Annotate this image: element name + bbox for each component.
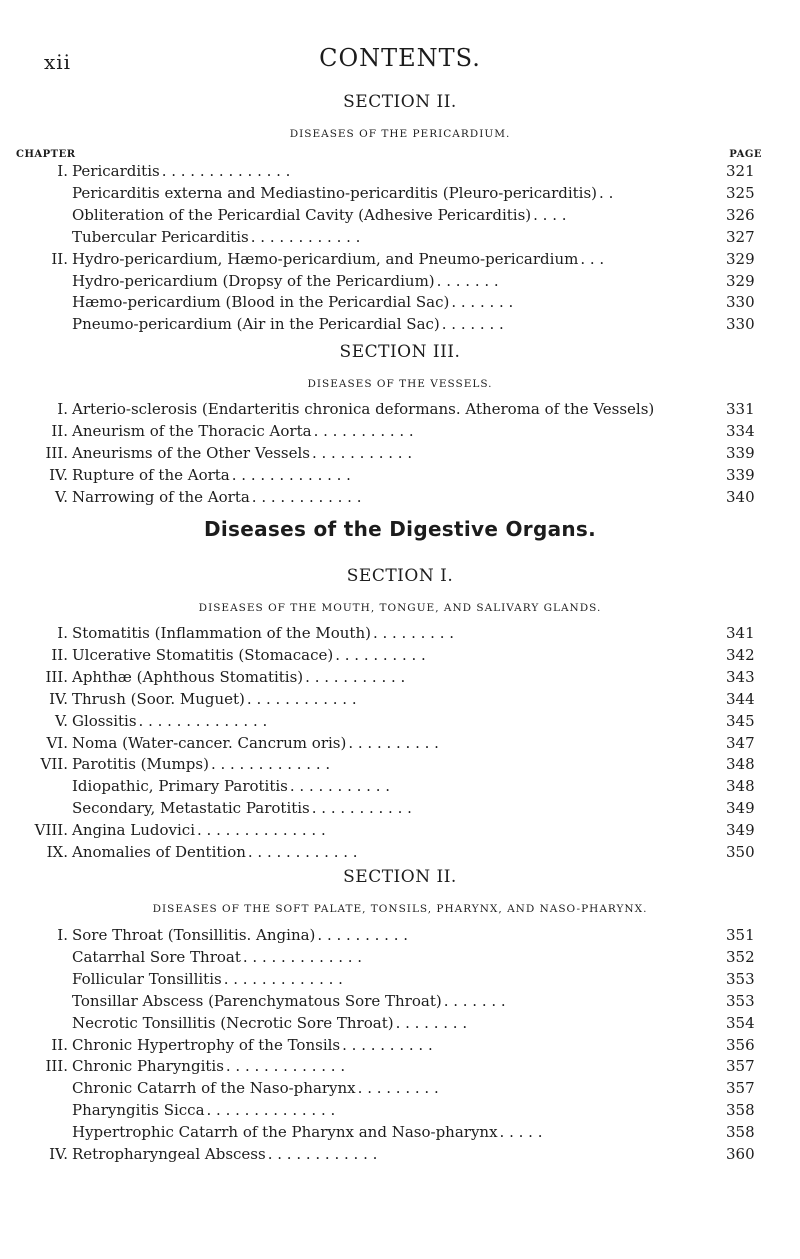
leader-dots: . . . . (533, 205, 567, 224)
chapter-number: IX. (46, 843, 68, 861)
section-subtitle: DISEASES OF THE PERICARDIUM. (289, 128, 511, 140)
entry-title: Secondary, Metastatic Parotitis (72, 799, 310, 818)
entry-title: Tubercular Pericarditis (72, 227, 249, 246)
section-title: SECTION II. (343, 867, 457, 887)
leader-dots: . . . . . . . . . (372, 624, 455, 642)
toc-entry (0, 797, 800, 819)
chapter-number: I. (57, 624, 68, 642)
toc-entry (0, 622, 800, 644)
leader-dots: . . . . . . . . . . . (305, 667, 406, 686)
toc-entry (0, 313, 800, 335)
running-head: CONTENTS. (319, 44, 481, 72)
leader-dots: . . . . . . . . . . . . . (242, 947, 363, 966)
chapter-number: II. (51, 645, 68, 664)
page-ref: 350 (726, 843, 755, 861)
toc-entry (0, 924, 800, 946)
toc-entry (0, 182, 800, 204)
page-ref: 330 (726, 315, 755, 334)
leader-dots: . . . . . . . . . . . (289, 777, 391, 796)
page-ref: 352 (726, 947, 755, 966)
leader-dots: . . . . . . . . (395, 1013, 468, 1032)
toc-entry (0, 420, 800, 442)
toc-entry (0, 1143, 800, 1165)
entry-title: Narrowing of the Aorta (72, 487, 250, 506)
toc-entry (0, 710, 800, 732)
leader-dots: . . . . . . . (443, 991, 506, 1010)
entry-title: Pneumo-pericardium (Air in the Pericardial Sac) (72, 315, 440, 334)
page-ref: 356 (726, 1035, 755, 1054)
toc-entry (0, 775, 800, 797)
page-ref: 321 (726, 162, 755, 180)
entry-title: Sore Throat (Tonsillitis. Angina) (72, 926, 316, 944)
page-ref: 353 (726, 991, 755, 1010)
toc-entry (0, 1055, 800, 1077)
toc-entry (0, 753, 800, 775)
toc-entry (0, 968, 800, 990)
leader-dots: . . . . . . . . . . . . (267, 1145, 378, 1163)
entry-title: Catarrhal Sore Throat (72, 947, 241, 966)
leader-dots: . . . (580, 249, 605, 268)
page-ref: 358 (726, 1123, 755, 1142)
entry-title: Anomalies of Dentition (72, 843, 246, 861)
chapter-number: V. (55, 711, 68, 730)
page-ref: 348 (726, 755, 755, 774)
chapter-number: II. (51, 249, 68, 268)
leader-dots: . . . . . . . . . . (335, 645, 426, 664)
entry-title: Parotitis (Mumps) (72, 755, 209, 774)
toc-entry (0, 204, 800, 226)
chapter-number: I. (57, 926, 68, 944)
leader-dots: . . . . . . . . . . . . . (225, 1057, 346, 1076)
leader-dots: . . . . . . . . . . . . . . (138, 711, 268, 730)
page-ref: 360 (726, 1145, 755, 1163)
leader-dots: . . . . . . . . . . . . (246, 689, 357, 708)
toc-entry (0, 732, 800, 754)
entry-title: Angina Ludovici (72, 821, 195, 840)
page-ref: 342 (726, 645, 755, 664)
section-subtitle: DISEASES OF THE MOUTH, TONGUE, AND SALIVARY GLANDS. (198, 602, 602, 614)
entry-title: Noma (Water-cancer. Cancrum oris) (72, 733, 347, 752)
toc-entry (0, 644, 800, 666)
section-title: SECTION III. (339, 342, 461, 362)
page-ref: 354 (726, 1013, 755, 1032)
chapter-number: II. (51, 1035, 68, 1054)
toc-entry (0, 270, 800, 292)
leader-dots: . . . . . . . (451, 293, 514, 312)
leader-dots: . . . . . . . . . (357, 1079, 439, 1098)
entry-title: Tonsillar Abscess (Parenchymatous Sore Throat) (72, 991, 442, 1010)
toc-entry (0, 1034, 800, 1056)
page-ref: 358 (726, 1101, 755, 1120)
leader-dots: . . . . . . . . . . . . . (210, 755, 331, 774)
leader-dots: . . . . . . . . . . (342, 1035, 433, 1054)
leader-dots: . . . . . . . . . . . (311, 799, 412, 818)
toc-entry (0, 1121, 800, 1143)
toc-entry (0, 464, 800, 486)
toc-entry (0, 1012, 800, 1034)
section-title: SECTION I. (346, 566, 454, 586)
chapter-number: IV. (49, 465, 68, 484)
toc-entry (0, 291, 800, 313)
chapter-number: VI. (46, 733, 68, 752)
page-ref: 353 (726, 969, 755, 988)
toc-entry (0, 248, 800, 270)
leader-dots: . . . . . . . . . . . . . . (161, 162, 291, 180)
toc-entry (0, 666, 800, 688)
page-ref: 327 (726, 227, 755, 246)
entry-title: Pericarditis externa and Mediastino-pericarditis (Pleuro-pericarditis) (72, 183, 598, 202)
entry-title: Pericarditis (72, 162, 160, 180)
toc-entry (0, 160, 800, 182)
entry-title: Pharyngitis Sicca (72, 1101, 205, 1120)
leader-dots: . . . . . . . . . . . . . . (197, 821, 326, 840)
page-ref: 345 (726, 711, 755, 730)
toc-entry (0, 819, 800, 841)
leader-dots: . . . . . . . . . . (348, 733, 439, 752)
toc-entry (0, 990, 800, 1012)
chapter-number: III. (45, 443, 68, 462)
chapter-number: III. (45, 667, 68, 686)
page-ref: 339 (726, 443, 755, 462)
chapter-number: IV. (49, 1145, 68, 1163)
toc-entry (0, 442, 800, 464)
leader-dots: . . . . . (499, 1123, 543, 1142)
entry-title: Rupture of the Aorta (72, 465, 230, 484)
chapter-number: VII. (40, 755, 68, 774)
chapter-number: I. (57, 162, 68, 180)
page-ref: 349 (726, 799, 755, 818)
page-ref: 330 (726, 293, 755, 312)
leader-dots: . . . . . . . . . . . . (250, 227, 361, 246)
page-ref: 329 (726, 271, 755, 290)
entry-title: Aneurism of the Thoracic Aorta (72, 421, 312, 440)
entry-title: Hypertrophic Catarrh of the Pharynx and Naso-pharynx (72, 1123, 498, 1142)
page-ref: 341 (726, 624, 755, 642)
chapter-number: V. (55, 487, 68, 506)
leader-dots: . . (599, 183, 614, 202)
page-ref: 329 (726, 249, 755, 268)
section-subtitle: DISEASES OF THE VESSELS. (307, 378, 493, 390)
chapter-number: VIII. (34, 821, 68, 840)
section-title: SECTION II. (343, 92, 457, 112)
toc-entry (0, 946, 800, 968)
page-ref: 348 (726, 777, 755, 796)
toc-entry (0, 688, 800, 710)
chapter-number: II. (51, 421, 68, 440)
entry-title: Hydro-pericardium, Hæmo-pericardium, and Pneumo-pericardium (72, 249, 579, 268)
leader-dots: . . . . . . . (436, 271, 499, 290)
toc-entry (0, 486, 800, 508)
entry-title: Glossitis (72, 711, 137, 730)
entry-title: Follicular Tonsillitis (72, 969, 222, 988)
chapter-number: I. (57, 400, 68, 418)
section-subtitle: DISEASES OF THE SOFT PALATE, TONSILS, PHARYNX, AND NASO-PHARYNX. (152, 903, 648, 915)
entry-title: Necrotic Tonsillitis (Necrotic Sore Throat) (72, 1013, 394, 1032)
entry-title: Chronic Hypertrophy of the Tonsils (72, 1035, 341, 1054)
leader-dots: . . . . . . . . . . . . . (223, 969, 343, 988)
leader-dots: . . . . . . . . . . . (311, 443, 413, 462)
toc-entry (0, 226, 800, 248)
chapter-number: IV. (49, 689, 68, 708)
leader-dots: . . . . . . . . . . . . (251, 487, 362, 506)
page-ref: 331 (726, 400, 755, 418)
page-ref: 344 (726, 689, 755, 708)
entry-title: Thrush (Soor. Muguet) (72, 689, 245, 708)
entry-title: Arterio-sclerosis (Endarteritis chronica deformans. Atheroma of the Vessels) (72, 400, 655, 418)
entry-title: Hydro-pericardium (Dropsy of the Pericardium) (72, 271, 435, 290)
page-ref: 357 (726, 1079, 755, 1098)
page-ref: 340 (726, 487, 755, 506)
part-title: Diseases of the Digestive Organs. (203, 517, 597, 541)
entry-title: Stomatitis (Inflammation of the Mouth) (72, 624, 371, 642)
page-column-header: PAGE (729, 149, 762, 160)
leader-dots: . . . . . . . . . . . . (247, 843, 358, 861)
leader-dots: . . . . . . . . . . . . . (231, 465, 351, 484)
entry-title: Aphthæ (Aphthous Stomatitis) (72, 667, 304, 686)
leader-dots: . . . . . . . . . . . (313, 421, 414, 440)
page-ref: 349 (726, 821, 755, 840)
chapter-column-header: CHAPTER (16, 149, 76, 160)
entry-title: Obliteration of the Pericardial Cavity (Adhesive Pericarditis) (72, 205, 532, 224)
page-ref: 334 (726, 421, 755, 440)
entry-title: Idiopathic, Primary Parotitis (72, 777, 288, 796)
page-number: xii (44, 50, 72, 74)
toc-entry (0, 398, 800, 420)
toc-entry (0, 841, 800, 863)
leader-dots: . . . . . . . . . . (317, 926, 408, 944)
page-ref: 347 (726, 733, 755, 752)
leader-dots: . . . . . . . . . . . . . . (206, 1101, 336, 1120)
page-ref: 325 (726, 183, 755, 202)
page-ref: 351 (726, 926, 755, 944)
page-ref: 357 (726, 1057, 755, 1076)
entry-title: Retropharyngeal Abscess (72, 1145, 266, 1163)
entry-title: Hæmo-pericardium (Blood in the Pericardial Sac) (72, 293, 450, 312)
entry-title: Ulcerative Stomatitis (Stomacace) (72, 645, 334, 664)
entry-title: Chronic Pharyngitis (72, 1057, 224, 1076)
page-ref: 339 (726, 465, 755, 484)
chapter-number: III. (45, 1057, 68, 1076)
leader-dots: . . . . . . . (441, 315, 504, 334)
entry-title: Aneurisms of the Other Vessels (72, 443, 310, 462)
toc-entry (0, 1099, 800, 1121)
toc-entry (0, 1077, 800, 1099)
entry-title: Chronic Catarrh of the Naso-pharynx (72, 1079, 356, 1098)
page-ref: 343 (726, 667, 755, 686)
page-ref: 326 (726, 205, 755, 224)
